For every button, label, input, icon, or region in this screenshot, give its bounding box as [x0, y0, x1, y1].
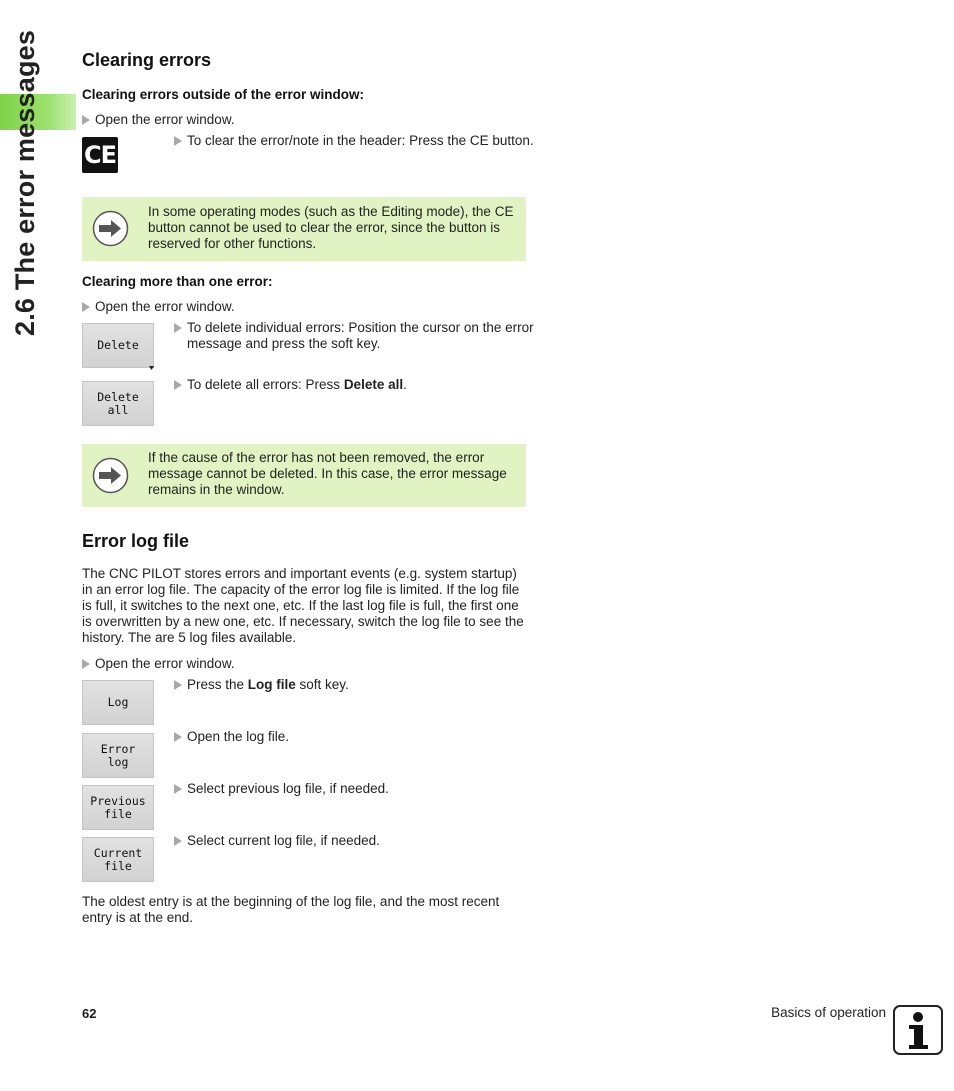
- note-box-cause: [82, 444, 526, 507]
- step-delete-all-suffix: .: [403, 377, 407, 392]
- current-file-softkey[interactable]: [82, 837, 154, 882]
- step-log-bold: Log file: [247, 677, 296, 692]
- error-log-label-line1: Error: [100, 741, 136, 756]
- footer-section-name: Basics of operation: [771, 1005, 886, 1020]
- step-open-error-window-3: Open the error window.: [82, 656, 235, 672]
- error-log-softkey[interactable]: [82, 733, 154, 778]
- step-select-current: Select current log file, if needed.: [174, 833, 539, 849]
- subheading-outside-window: Clearing errors outside of the error window:: [82, 87, 365, 102]
- page-number: 62: [82, 1006, 97, 1021]
- info-icon: [893, 1005, 943, 1055]
- note-text-cause: If the cause of the error has not been removed, the error message cannot be deleted. In this case, the error message remains in the window.: [148, 450, 507, 497]
- step-open-error-window: Open the error window.: [82, 112, 235, 128]
- note-text-ce: In some operating modes (such as the Editing mode), the CE button cannot be used to clear the error, since the button is reserved for other functions.: [148, 204, 514, 251]
- arrow-right-icon: [92, 457, 129, 494]
- subheading-more-than-one: Clearing more than one error:: [82, 274, 273, 289]
- step-delete-all: [174, 377, 539, 393]
- previous-file-label-line2: file: [104, 806, 132, 821]
- closing-paragraph: The oldest entry is at the beginning of the log file, and the most recent entry is at the end.: [82, 894, 500, 925]
- note-box-ce: [82, 197, 526, 261]
- delete-all-label-line1: Delete: [97, 389, 139, 404]
- step-open-log-file: Open the log file.: [174, 729, 539, 745]
- step-clear-with-ce: To clear the error/note in the header: Press the CE button.: [174, 133, 539, 149]
- current-file-label-line1: Current: [93, 845, 143, 860]
- step-log-prefix: Press the: [187, 677, 248, 692]
- current-file-label-line2: file: [104, 858, 132, 873]
- section-heading-error-log: Error log file: [82, 531, 190, 551]
- error-log-paragraph: The CNC PILOT stores errors and important events (e.g. system startup) in an error log file. The capacity of the error log file is limited. If the log file is full, it switches to the next one, etc. If the last log file is full, the first one is overwritten by a new one, etc. If necessary, switch the log file to see the history. The are 5 log files available.: [82, 566, 524, 645]
- section-heading-clearing-errors: Clearing errors: [82, 50, 212, 70]
- arrow-right-icon: [92, 210, 129, 247]
- delete-all-label-line2: all: [107, 402, 129, 417]
- ce-key-icon: CE: [82, 137, 118, 173]
- delete-all-softkey[interactable]: [82, 381, 154, 426]
- log-softkey[interactable]: [82, 680, 154, 725]
- step-delete-all-prefix: To delete all errors: Press: [187, 377, 344, 392]
- step-press-log-file: [174, 677, 539, 693]
- previous-file-softkey[interactable]: [82, 785, 154, 830]
- delete-softkey[interactable]: [82, 323, 154, 368]
- chevron-down-icon: [149, 366, 154, 370]
- step-log-suffix: soft key.: [295, 677, 349, 692]
- log-softkey-label: Log: [107, 695, 129, 709]
- step-delete-individual: To delete individual errors: Position the cursor on the error message and press the soft key.: [174, 320, 539, 352]
- step-select-previous: Select previous log file, if needed.: [174, 781, 539, 797]
- step-open-error-window-2: Open the error window.: [82, 299, 235, 315]
- step-delete-all-bold: Delete all: [343, 377, 404, 392]
- delete-softkey-label: Delete: [97, 338, 139, 352]
- chapter-title: 2.6 The error messages: [10, 29, 40, 336]
- error-log-label-line2: log: [107, 754, 129, 769]
- previous-file-label-line1: Previous: [90, 793, 146, 808]
